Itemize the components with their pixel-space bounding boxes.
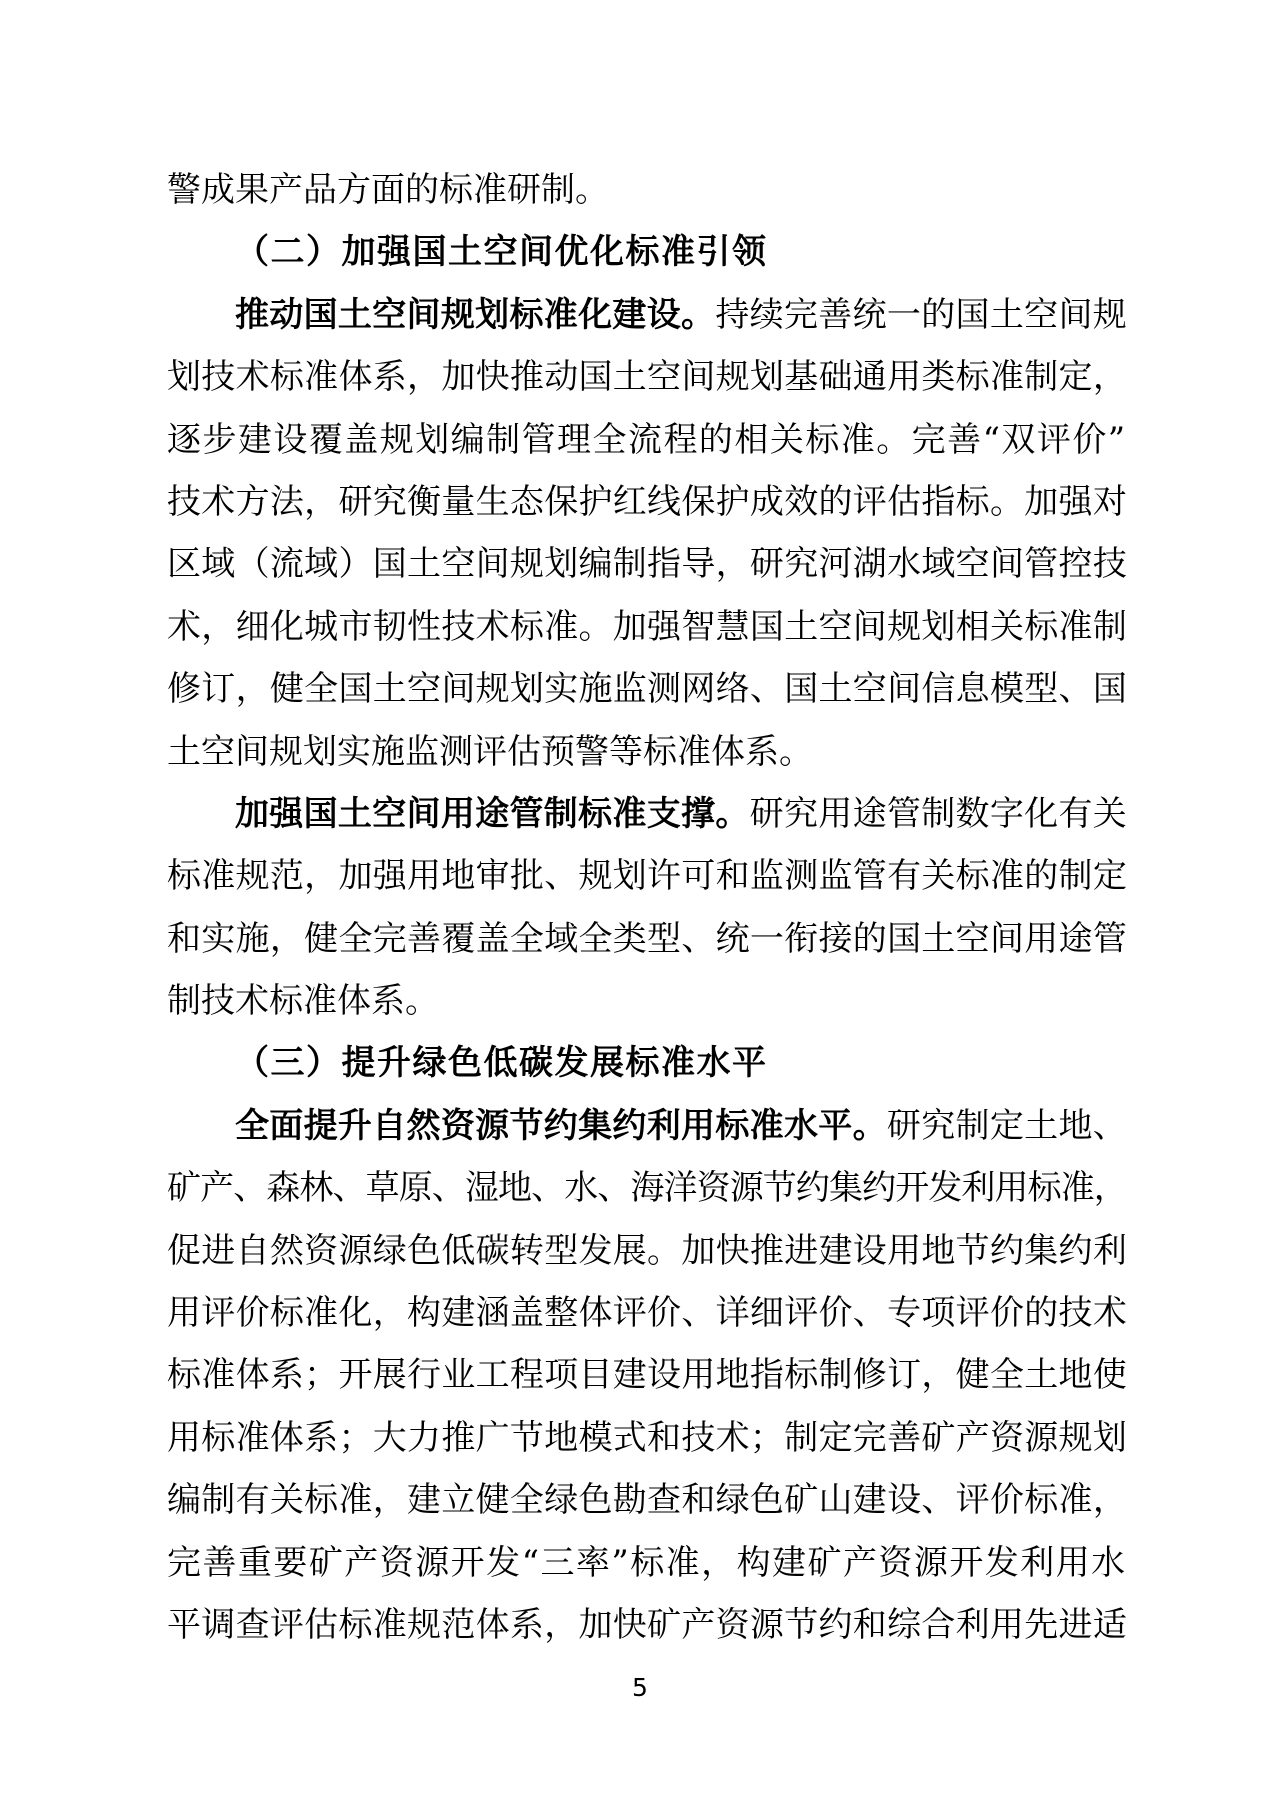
text-line bbox=[167, 1594, 1127, 1656]
line-run bbox=[167, 1532, 1127, 1594]
body-text: 制技术标准体系。 bbox=[167, 981, 439, 1022]
line-run bbox=[167, 1594, 1127, 1656]
text-line bbox=[167, 1157, 1127, 1219]
text-line bbox=[167, 533, 1127, 595]
line-run bbox=[167, 845, 1127, 907]
text-line bbox=[167, 471, 1127, 533]
text-line bbox=[167, 1407, 1127, 1469]
body-text: 矿产、森林、草原、湿地、水、海洋资源节约集约开发利用标准， bbox=[167, 1168, 1127, 1209]
body-text: 修订，健全国土空间规划实施监测网络、国土空间信息模型、国 bbox=[167, 669, 1128, 710]
body-text: 逐步建设覆盖规划编制管理全流程的相关标准。完善“双评价” bbox=[167, 419, 1127, 460]
emphasis-text: （二）加强国土空间优化标准引领 bbox=[235, 232, 768, 273]
body-text: 研究制定土地、 bbox=[886, 1105, 1128, 1146]
line-run bbox=[235, 1095, 1127, 1157]
body-text: 用评价标准化，构建涵盖整体评价、详细评价、专项评价的技术 bbox=[167, 1293, 1128, 1334]
body-text: 术，细化城市韧性技术标准。加强智慧国土空间规划相关标准制 bbox=[167, 606, 1128, 647]
line-run bbox=[167, 1469, 1127, 1531]
line-run bbox=[167, 471, 1127, 533]
text-line bbox=[167, 658, 1127, 720]
emphasis-text: 加强国土空间用途管制标准支撑。 bbox=[235, 793, 750, 834]
body-text: 标准体系；开展行业工程项目建设用地指标制修订，健全土地使 bbox=[167, 1355, 1128, 1396]
text-line bbox=[167, 721, 1127, 783]
line-run bbox=[235, 221, 768, 283]
body-text: 和实施，健全完善覆盖全域全类型、统一衔接的国土空间用途管 bbox=[167, 918, 1128, 959]
text-line bbox=[167, 1095, 1127, 1157]
line-run bbox=[167, 1282, 1127, 1344]
body-text: 研究用途管制数字化有关 bbox=[749, 793, 1128, 834]
line-run bbox=[167, 1344, 1127, 1406]
line-run bbox=[167, 159, 609, 221]
line-run bbox=[235, 284, 1127, 346]
line-run bbox=[167, 1220, 1127, 1282]
line-run bbox=[167, 409, 1127, 471]
line-run bbox=[167, 596, 1127, 658]
line-run bbox=[167, 346, 1127, 408]
text-line bbox=[167, 783, 1127, 845]
body-text: 编制有关标准，建立健全绿色勘查和绿色矿山建设、评价标准， bbox=[167, 1480, 1128, 1521]
body-text: 技术方法，研究衡量生态保护红线保护成效的评估指标。加强对 bbox=[167, 481, 1128, 522]
line-run bbox=[167, 970, 439, 1032]
body-text: 平调查评估标准规范体系，加快矿产资源节约和综合利用先进适 bbox=[167, 1604, 1128, 1645]
line-run bbox=[167, 721, 813, 783]
page-number: 5 bbox=[632, 1673, 648, 1702]
emphasis-text: 全面提升自然资源节约集约利用标准水平。 bbox=[235, 1105, 887, 1146]
text-line bbox=[167, 908, 1127, 970]
line-run bbox=[167, 908, 1127, 970]
text-line bbox=[167, 1469, 1127, 1531]
line-run bbox=[235, 1032, 768, 1094]
body-text: 促进自然资源绿色低碳转型发展。加快推进建设用地节约集约利 bbox=[167, 1230, 1128, 1271]
text-line bbox=[167, 1220, 1127, 1282]
body-text: 划技术标准体系，加快推动国土空间规划基础通用类标准制定， bbox=[167, 357, 1128, 398]
line-run bbox=[167, 1407, 1127, 1469]
text-line bbox=[167, 159, 1127, 221]
body-text: 土空间规划实施监测评估预警等标准体系。 bbox=[167, 731, 813, 772]
body-text: 用标准体系；大力推广节地模式和技术；制定完善矿产资源规划 bbox=[167, 1417, 1128, 1458]
body-text: 完善重要矿产资源开发“三率”标准，构建矿产资源开发利用水 bbox=[167, 1542, 1127, 1583]
heading-line bbox=[167, 1032, 1127, 1094]
line-run bbox=[167, 658, 1127, 720]
line-run bbox=[235, 783, 1127, 845]
text-line bbox=[167, 346, 1127, 408]
emphasis-text: （三）提升绿色低碳发展标准水平 bbox=[235, 1043, 768, 1084]
document-body bbox=[167, 159, 1127, 1656]
body-text: 持续完善统一的国土空间规 bbox=[715, 294, 1128, 335]
text-line bbox=[167, 1282, 1127, 1344]
text-line bbox=[167, 409, 1127, 471]
heading-line bbox=[167, 221, 1127, 283]
line-run bbox=[167, 1157, 1127, 1219]
text-line bbox=[167, 970, 1127, 1032]
emphasis-text: 推动国土空间规划标准化建设。 bbox=[235, 294, 716, 335]
text-line bbox=[167, 284, 1127, 346]
line-run bbox=[167, 533, 1127, 595]
body-text: 区域（流域）国土空间规划编制指导，研究河湖水域空间管控技 bbox=[167, 544, 1128, 585]
text-line bbox=[167, 845, 1127, 907]
text-line bbox=[167, 1344, 1127, 1406]
body-text: 警成果产品方面的标准研制。 bbox=[167, 170, 609, 210]
body-text: 标准规范，加强用地审批、规划许可和监测监管有关标准的制定 bbox=[167, 856, 1128, 897]
text-line bbox=[167, 1532, 1127, 1594]
text-line bbox=[167, 596, 1127, 658]
